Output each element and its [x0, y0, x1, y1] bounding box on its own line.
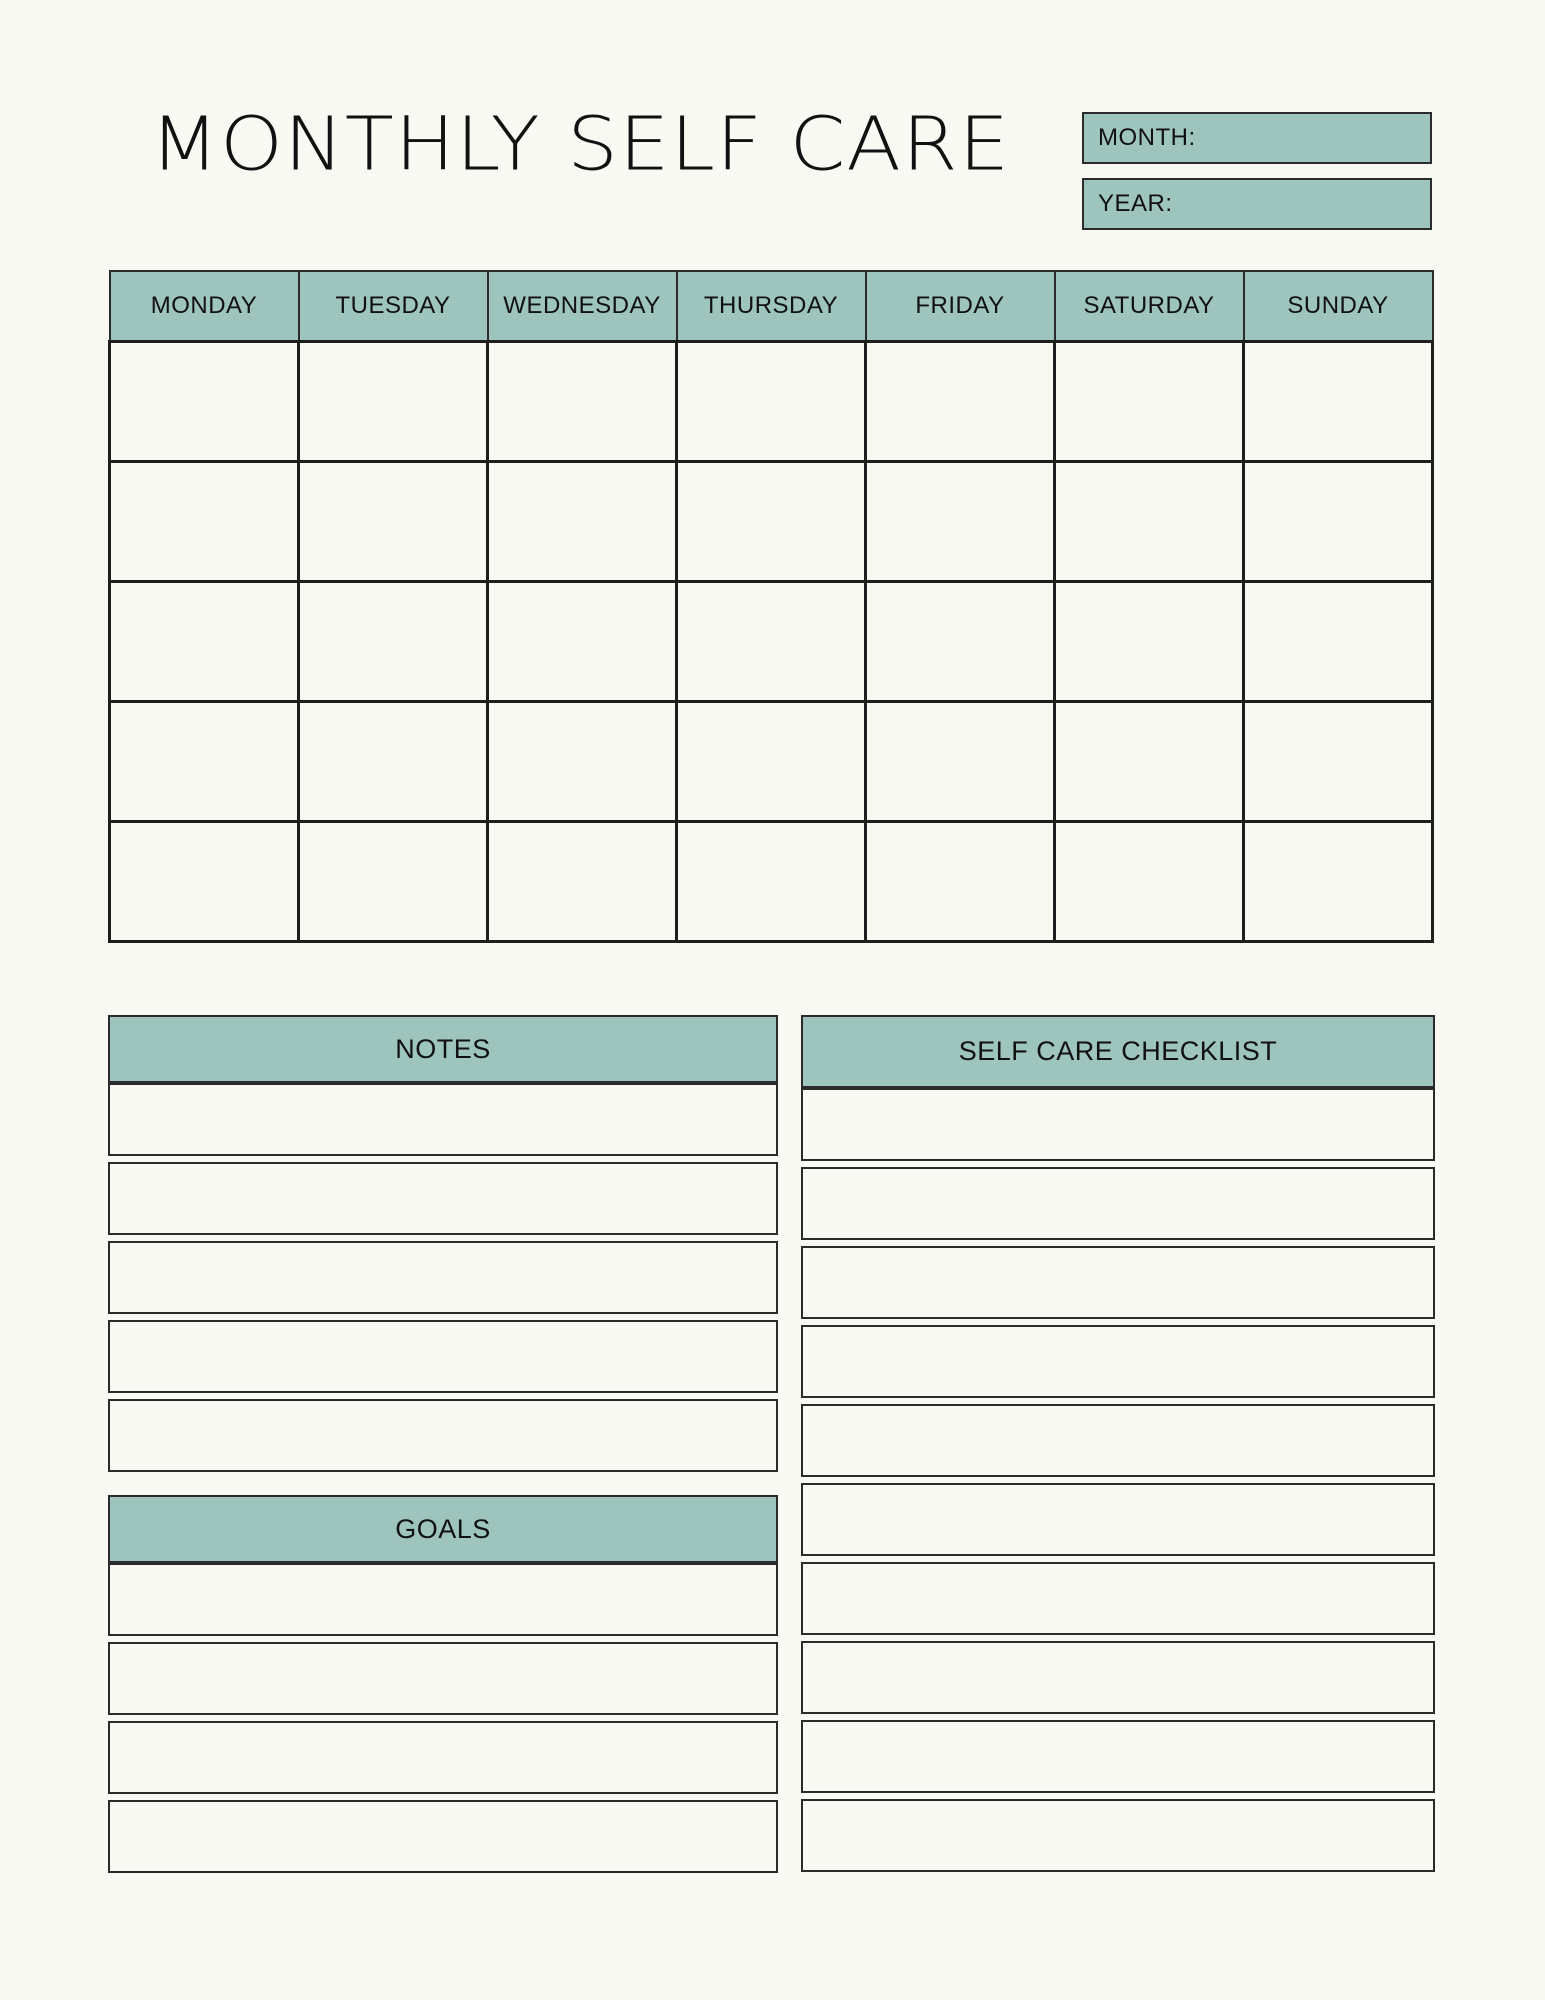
calendar-day-cell[interactable]: [299, 461, 488, 581]
calendar-day-cell[interactable]: [1244, 821, 1433, 941]
calendar-week-row: [110, 701, 1433, 821]
calendar-day-cell[interactable]: [1055, 341, 1244, 461]
calendar-week-row: [110, 581, 1433, 701]
calendar-day-cell[interactable]: [866, 701, 1055, 821]
calendar-day-cell[interactable]: [110, 581, 299, 701]
calendar-day-cell[interactable]: [1244, 341, 1433, 461]
calendar-day-cell[interactable]: [488, 461, 677, 581]
day-header-tuesday: TUESDAY: [299, 271, 488, 341]
goals-line[interactable]: [108, 1642, 778, 1715]
day-header-monday: MONDAY: [110, 271, 299, 341]
calendar-day-cell[interactable]: [110, 821, 299, 941]
checklist-line[interactable]: [801, 1799, 1435, 1872]
calendar-day-cell[interactable]: [677, 341, 866, 461]
calendar-day-cell[interactable]: [866, 821, 1055, 941]
day-header-friday: FRIDAY: [866, 271, 1055, 341]
calendar-day-cell[interactable]: [299, 341, 488, 461]
calendar-day-cell[interactable]: [488, 581, 677, 701]
checklist-line[interactable]: [801, 1088, 1435, 1161]
calendar-day-cell[interactable]: [299, 581, 488, 701]
checklist-line[interactable]: [801, 1641, 1435, 1714]
day-header-saturday: SATURDAY: [1055, 271, 1244, 341]
calendar-day-cell[interactable]: [488, 821, 677, 941]
calendar-day-cell[interactable]: [677, 701, 866, 821]
goals-line[interactable]: [108, 1721, 778, 1794]
calendar-day-cell[interactable]: [1055, 581, 1244, 701]
checklist-line[interactable]: [801, 1167, 1435, 1240]
notes-title: NOTES: [395, 1034, 491, 1064]
year-label: YEAR:: [1098, 190, 1173, 217]
checklist-line[interactable]: [801, 1246, 1435, 1319]
calendar-day-cell[interactable]: [677, 581, 866, 701]
month-label: MONTH:: [1098, 124, 1196, 151]
checklist-line[interactable]: [801, 1404, 1435, 1477]
notes-line[interactable]: [108, 1241, 778, 1314]
calendar-day-cell[interactable]: [488, 701, 677, 821]
calendar-day-cell[interactable]: [1055, 821, 1244, 941]
calendar-day-cell[interactable]: [677, 461, 866, 581]
calendar-day-cell[interactable]: [1055, 461, 1244, 581]
goals-line[interactable]: [108, 1563, 778, 1636]
checklist-line[interactable]: [801, 1720, 1435, 1793]
day-header-sunday: SUNDAY: [1244, 271, 1433, 341]
calendar-day-cell[interactable]: [866, 341, 1055, 461]
goals-line[interactable]: [108, 1800, 778, 1873]
calendar-day-cell[interactable]: [1244, 581, 1433, 701]
notes-line[interactable]: [108, 1320, 778, 1393]
calendar-day-cell[interactable]: [110, 341, 299, 461]
checklist-line[interactable]: [801, 1483, 1435, 1556]
calendar-day-cell[interactable]: [677, 821, 866, 941]
calendar-day-cell[interactable]: [1244, 461, 1433, 581]
goals-header: [108, 1495, 778, 1563]
calendar-day-cell[interactable]: [866, 461, 1055, 581]
checklist-header: [801, 1015, 1435, 1088]
day-header-wednesday: WEDNESDAY: [488, 271, 677, 341]
calendar-week-row: [110, 461, 1433, 581]
calendar-body: [110, 341, 1433, 941]
checklist-line[interactable]: [801, 1562, 1435, 1635]
calendar-day-cell[interactable]: [1244, 701, 1433, 821]
page-title: MONTHLY SELF CARE: [150, 101, 1011, 188]
checklist-title: SELF CARE CHECKLIST: [958, 1036, 1278, 1066]
calendar-day-cell[interactable]: [299, 821, 488, 941]
month-field[interactable]: [1082, 112, 1432, 164]
calendar-day-cell[interactable]: [488, 341, 677, 461]
calendar-day-cell[interactable]: [110, 701, 299, 821]
calendar-week-row: [110, 821, 1433, 941]
notes-line[interactable]: [108, 1162, 778, 1235]
calendar-header-row: [110, 271, 1433, 341]
calendar-day-cell[interactable]: [110, 461, 299, 581]
year-field[interactable]: [1082, 178, 1432, 230]
calendar-week-row: [110, 341, 1433, 461]
notes-line[interactable]: [108, 1083, 778, 1156]
calendar-grid: [108, 270, 1434, 943]
goals-title: GOALS: [395, 1514, 491, 1544]
calendar-day-cell[interactable]: [299, 701, 488, 821]
calendar-day-cell[interactable]: [1055, 701, 1244, 821]
notes-line[interactable]: [108, 1399, 778, 1472]
checklist-line[interactable]: [801, 1325, 1435, 1398]
day-header-thursday: THURSDAY: [677, 271, 866, 341]
calendar-day-cell[interactable]: [866, 581, 1055, 701]
notes-header: [108, 1015, 778, 1083]
